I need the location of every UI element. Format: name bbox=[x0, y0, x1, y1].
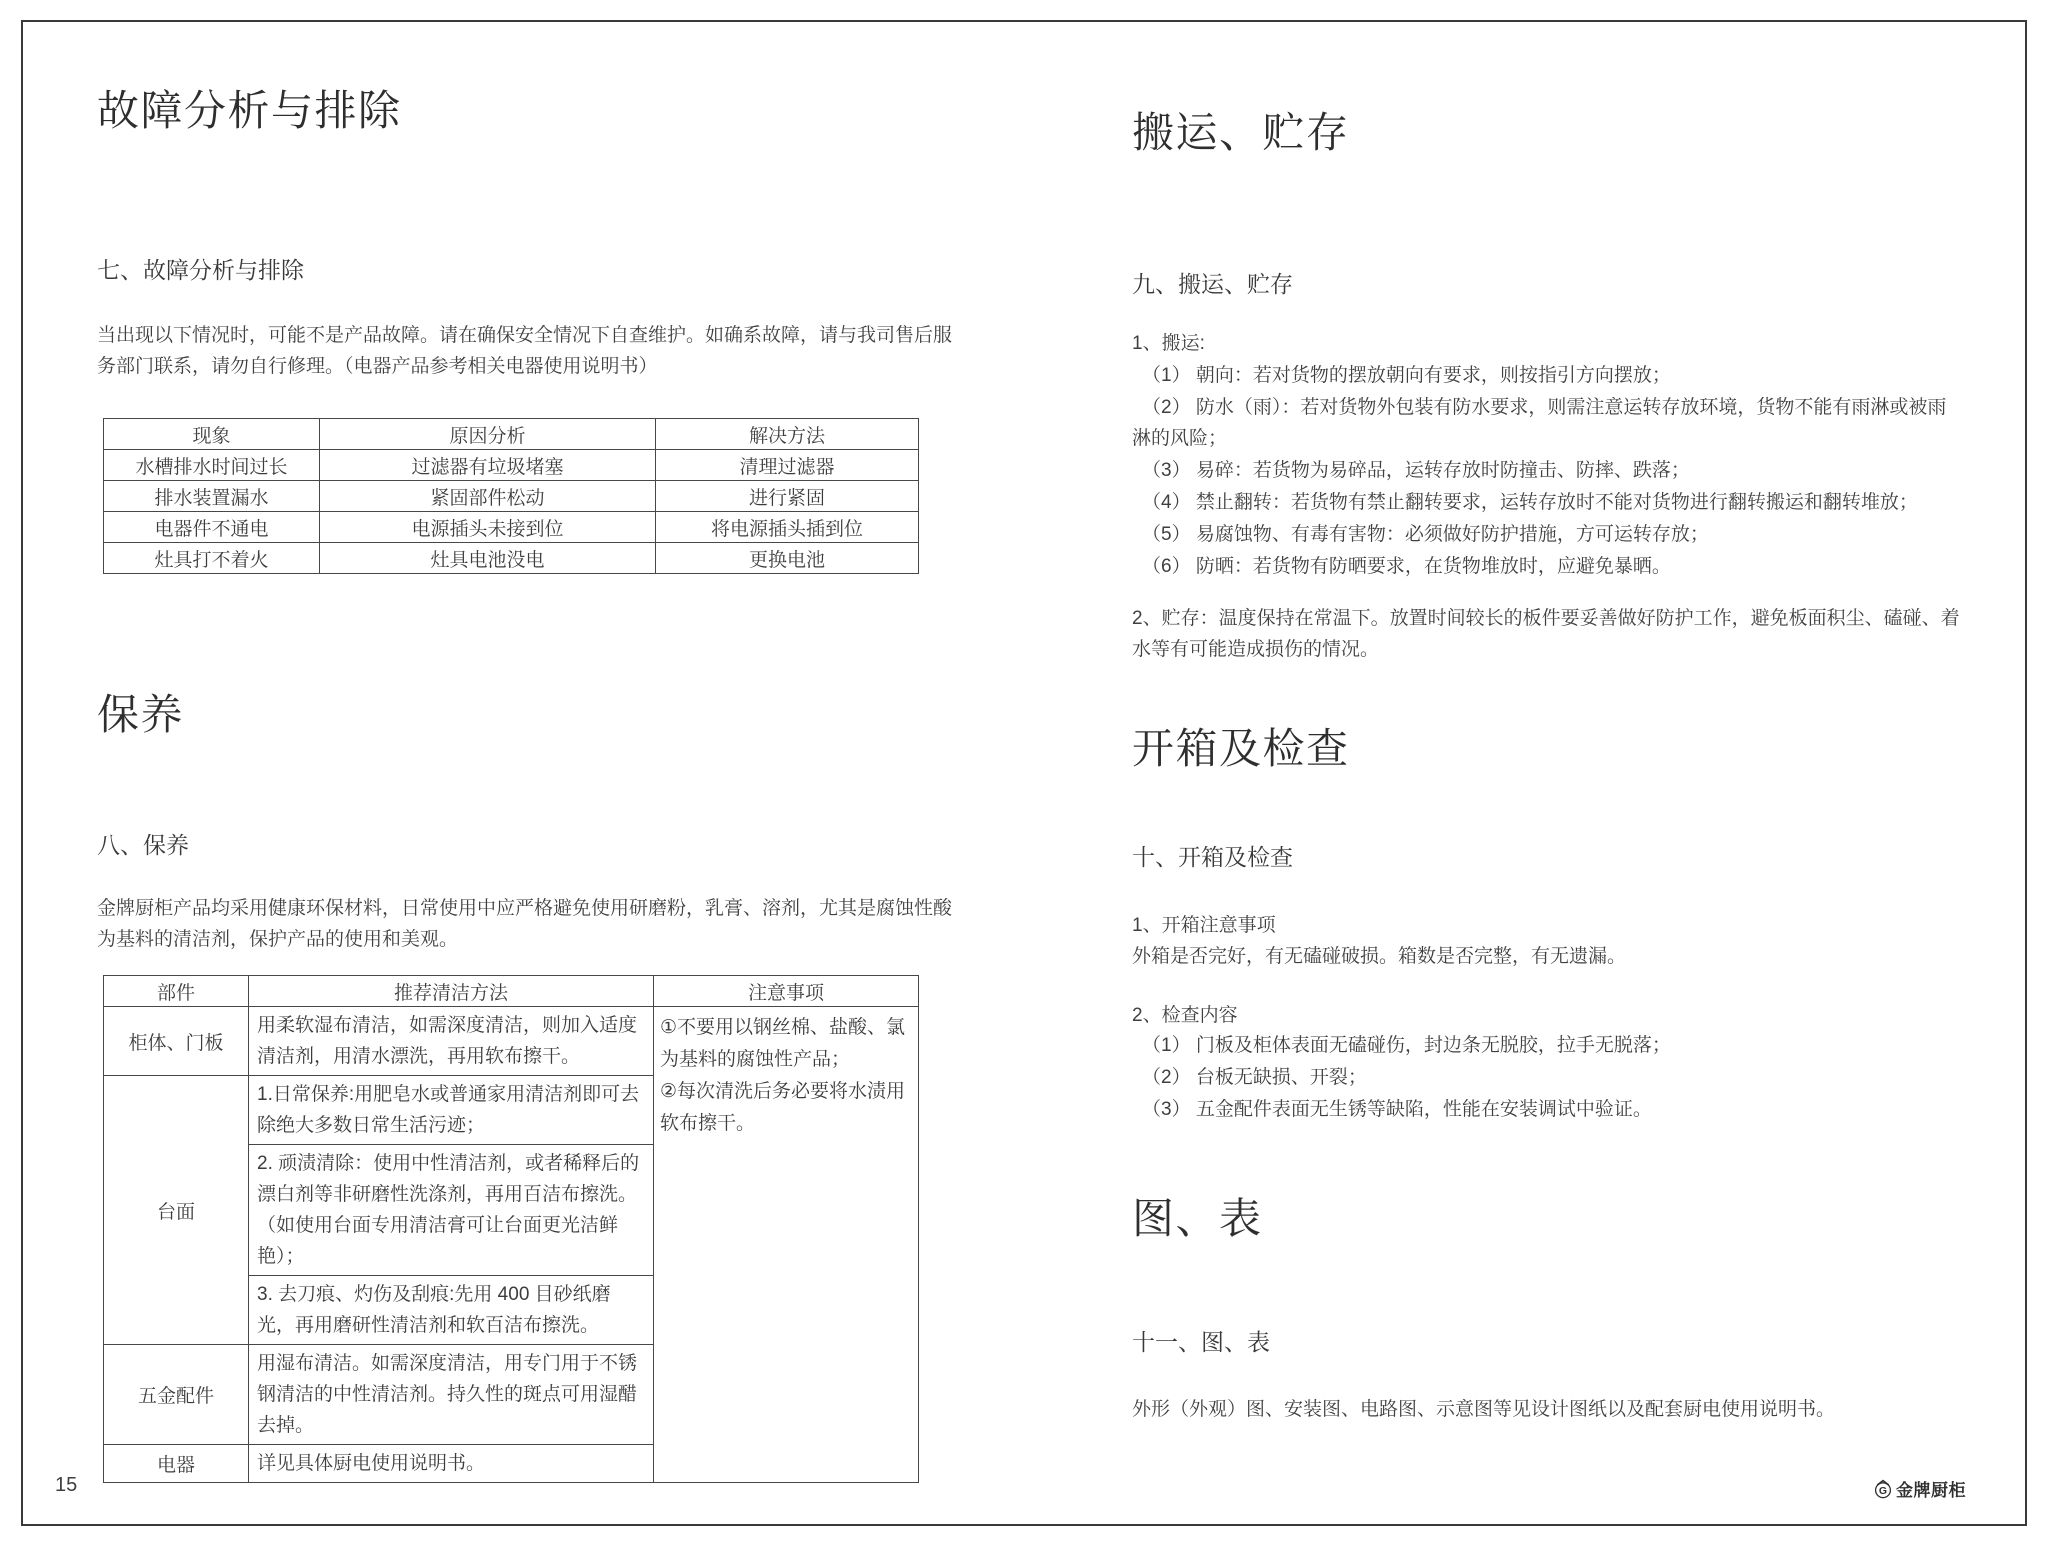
table-cell: 更换电池 bbox=[656, 543, 919, 574]
table-cell-part: 五金配件 bbox=[104, 1345, 249, 1445]
table-cell-part: 柜体、门板 bbox=[104, 1007, 249, 1076]
brand-name: 金牌厨柜 bbox=[1896, 1481, 1966, 1500]
heading-troubleshooting: 七、故障分析与排除 bbox=[97, 257, 304, 283]
inspection-sub2-title: 2、检查内容 bbox=[1132, 1005, 1238, 1026]
table-cell: 灶具电池没电 bbox=[320, 543, 656, 574]
table-cell-method: 用柔软湿布清洁，如需深度清洁，则加入适度清洁剂，用清水漂洗，再用软布擦干。 bbox=[249, 1007, 654, 1076]
title-inspection: 开箱及检查 bbox=[1132, 725, 1350, 772]
heading-figures: 十一、图、表 bbox=[1132, 1329, 1270, 1355]
table-cell: 将电源插头插到位 bbox=[656, 512, 919, 543]
maintenance-table bbox=[103, 975, 919, 1483]
list-item: （2） 防水（雨）：若对货物外包装有防水要求，则需注意运转存放环境，货物不能有雨淋或被雨淋的风险； bbox=[1132, 397, 1947, 449]
maintenance-intro: 金牌厨柜产品均采用健康环保材料，日常使用中应严格避免使用研磨粉，乳膏、溶剂，尤其是腐蚀性酸为基料的清洁剂，保护产品的使用和美观。 bbox=[97, 898, 953, 950]
left-column bbox=[97, 0, 953, 1547]
list-item: （1） 门板及柜体表面无磕碰伤，封边条无脱胶，拉手无脱落； bbox=[1142, 1035, 1671, 1056]
column-header: 注意事项 bbox=[654, 976, 919, 1007]
list-item: （2） 台板无缺损、开裂； bbox=[1142, 1067, 1367, 1088]
table-header-row bbox=[104, 419, 919, 450]
title-figures: 图、表 bbox=[1132, 1195, 1263, 1242]
table-cell-method: 3. 去刀痕、灼伤及刮痕:先用 400 目砂纸磨光，再用磨研性清洁剂和软百洁布擦洗。 bbox=[249, 1276, 654, 1345]
table-row bbox=[104, 450, 919, 481]
title-maintenance: 保养 bbox=[97, 691, 185, 738]
table-cell-part: 电器 bbox=[104, 1445, 249, 1483]
column-header: 部件 bbox=[104, 976, 249, 1007]
table-cell: 进行紧固 bbox=[656, 481, 919, 512]
column-header: 推荐清洁方法 bbox=[249, 976, 654, 1007]
table-cell: 排水装置漏水 bbox=[104, 481, 320, 512]
troubleshooting-intro: 当出现以下情况时，可能不是产品故障。请在确保安全情况下自查维护。如确系故障，请与我司售后服务部门联系，请勿自行修理。（电器产品参考相关电器使用说明书） bbox=[97, 325, 953, 377]
table-cell: 灶具打不着火 bbox=[104, 543, 320, 574]
storage-paragraph: 2、贮存：温度保持在常温下。放置时间较长的板件要妥善做好防护工作，避免板面积尘、磕碰、着水等有可能造成损伤的情况。 bbox=[1132, 608, 1960, 660]
note-line: ①不要用以钢丝棉、盐酸、氯为基料的腐蚀性产品； bbox=[660, 1017, 906, 1070]
brand-logo bbox=[1873, 1476, 1966, 1501]
column-header: 现象 bbox=[104, 419, 320, 450]
table-cell-notes bbox=[654, 1007, 919, 1483]
transport-list bbox=[1132, 360, 1962, 583]
troubleshooting-table bbox=[103, 418, 919, 574]
title-troubleshooting: 故障分析与排除 bbox=[97, 87, 402, 134]
list-item: （5） 易腐蚀物、有毒有害物：必须做好防护措施，方可运转存放； bbox=[1142, 524, 1709, 545]
table-row bbox=[104, 1007, 919, 1076]
page-number: 15 bbox=[55, 1474, 78, 1496]
note-line: ②每次清洗后务必要将水渍用软布擦干。 bbox=[660, 1081, 906, 1134]
table-header-row bbox=[104, 976, 919, 1007]
list-item: （6） 防晒：若货物有防晒要求，在货物堆放时，应避免暴晒。 bbox=[1142, 556, 1671, 577]
transport-sub1: 1、搬运: bbox=[1132, 333, 1205, 354]
table-cell-part: 台面 bbox=[104, 1076, 249, 1345]
list-item: （3） 易碎：若货物为易碎品，运转存放时防撞击、防摔、跌落； bbox=[1142, 460, 1690, 481]
table-cell: 紧固部件松动 bbox=[320, 481, 656, 512]
table-row bbox=[104, 481, 919, 512]
heading-inspection: 十、开箱及检查 bbox=[1132, 844, 1293, 870]
right-column bbox=[1132, 0, 1962, 1547]
svg-text:G: G bbox=[1878, 1484, 1888, 1497]
heading-transport: 九、搬运、贮存 bbox=[1132, 271, 1293, 297]
list-item: （4） 禁止翻转：若货物有禁止翻转要求，运转存放时不能对货物进行翻转搬运和翻转堆放； bbox=[1142, 492, 1918, 513]
table-cell: 过滤器有垃圾堵塞 bbox=[320, 450, 656, 481]
table-cell: 电器件不通电 bbox=[104, 512, 320, 543]
table-cell: 清理过滤器 bbox=[656, 450, 919, 481]
table-cell-method: 2. 顽渍清除：使用中性清洁剂，或者稀释后的漂白剂等非研磨性洗涤剂，再用百洁布擦洗。（如使用台面专用清洁膏可让台面更光洁鲜艳）； bbox=[249, 1145, 654, 1276]
table-cell-method: 1.日常保养:用肥皂水或普通家用清洁剂即可去除绝大多数日常生活污迹； bbox=[249, 1076, 654, 1145]
table-cell-method: 用湿布清洁。如需深度清洁，用专门用于不锈钢清洁的中性清洁剂。持久性的斑点可用湿醋去掉。 bbox=[249, 1345, 654, 1445]
heading-maintenance: 八、保养 bbox=[97, 832, 189, 858]
inspection-list bbox=[1132, 1030, 1962, 1126]
list-item: （1） 朝向：若对货物的摆放朝向有要求，则按指引方向摆放； bbox=[1142, 365, 1671, 386]
title-transport: 搬运、贮存 bbox=[1132, 109, 1350, 156]
table-row bbox=[104, 543, 919, 574]
table-cell-method: 详见具体厨电使用说明书。 bbox=[249, 1445, 654, 1483]
table-cell: 水槽排水时间过长 bbox=[104, 450, 320, 481]
brand-logo-icon bbox=[1873, 1479, 1893, 1499]
column-header: 解决方法 bbox=[656, 419, 919, 450]
table-cell: 电源插头未接到位 bbox=[320, 512, 656, 543]
column-header: 原因分析 bbox=[320, 419, 656, 450]
table-row bbox=[104, 512, 919, 543]
list-item: （3） 五金配件表面无生锈等缺陷，性能在安装调试中验证。 bbox=[1142, 1099, 1652, 1120]
inspection-sub1-text: 外箱是否完好，有无磕碰破损。箱数是否完整，有无遗漏。 bbox=[1132, 946, 1627, 967]
inspection-sub1-title: 1、开箱注意事项 bbox=[1132, 915, 1276, 936]
figures-text: 外形（外观）图、安装图、电路图、示意图等见设计图纸以及配套厨电使用说明书。 bbox=[1132, 1399, 1836, 1420]
